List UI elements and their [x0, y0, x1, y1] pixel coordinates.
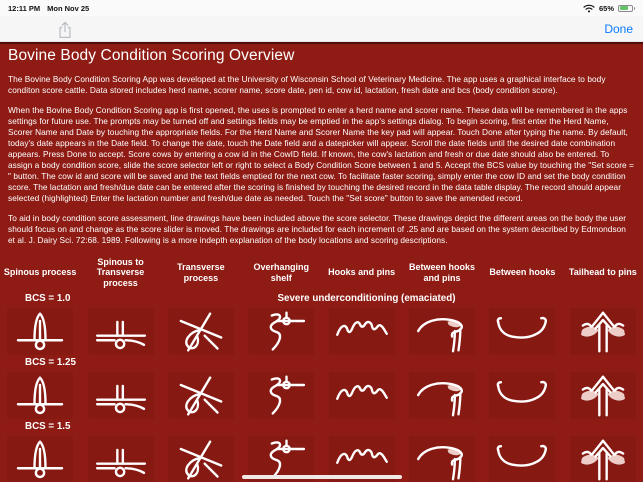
hooks-and-pins-icon	[329, 372, 395, 419]
intro-paragraph: The Bovine Body Condition Scoring App was developed at the University of Wisconsin School of Veterinary Medicine. The app uses a graphical interface to body conditon score cattle. Data stored includes herd name, scorer name, score date, pen id, cow id, lactation, fresh date and bcs (body condition score).	[8, 74, 606, 95]
tailhead-to-pins-icon	[570, 308, 636, 355]
hooks-and-pins-icon	[329, 308, 395, 355]
between-hooks-and-pins-icon	[409, 372, 475, 419]
drawings-paragraph: To aid in body condition score assessment, line drawings have been included above the score selector. These drawings depict the different areas on the body the user should focus on and change as the score slider is moved. The drawings are included for each increment of .25 and are based on the system described by Edmondson et al. J. Dairy Sci. 72:68. 1989. Following is a more indepth explanation of the body locations and scoring descriptions.	[8, 213, 627, 245]
between-hooks-icon	[489, 436, 555, 482]
transverse-process-icon	[168, 308, 234, 355]
severity-note: Severe underconditioning (emaciated)	[277, 293, 456, 304]
wifi-icon	[583, 4, 595, 13]
overview-page	[0, 42, 643, 482]
tailhead-to-pins-icon	[570, 372, 636, 419]
home-indicator[interactable]	[242, 475, 402, 480]
column-header: Spinous to Transverse process	[96, 256, 145, 288]
overhanging-shelf-icon	[248, 372, 314, 419]
toolbar	[0, 16, 643, 42]
clock-date: Mon Nov 25	[47, 3, 90, 13]
bcs-row-label: BCS = 1.25	[25, 357, 76, 368]
battery-icon	[618, 5, 635, 12]
column-header: Between hooks and pins	[409, 262, 476, 283]
page-title: Bovine Body Condition Scoring Overview	[8, 47, 295, 64]
spinous-process-icon	[7, 372, 73, 419]
done-button[interactable]: Done	[604, 22, 633, 36]
spinous-to-transverse-icon	[88, 372, 154, 419]
between-hooks-icon	[489, 308, 555, 355]
between-hooks-and-pins-icon	[409, 436, 475, 482]
battery-percent: 65%	[598, 3, 614, 13]
bcs-row-label: BCS = 1.5	[25, 421, 71, 432]
tailhead-to-pins-icon	[570, 436, 636, 482]
scoring-grid	[0, 254, 643, 482]
between-hooks-icon	[489, 372, 555, 419]
status-bar	[0, 0, 643, 16]
spinous-process-icon	[7, 436, 73, 482]
usage-paragraph: When the Bovine Body Condition Scoring app is first opened, the uses is prompted to enter a herd name and scorer name. These data will be remembered in the apps settings for future use. The prompts may be turned off and settings fields may be emptied in the app's settings dialog. To begin scoring, first enter the Herd Name, Scorer Name and Date by touching the appropriate fields. For the Herd Name and Scorer Name the key pad will appear. Touch Done after typing the name. By default, today's date appears in the Date field. To change the date, touch the Date field and a datepicker will appear. Scroll the date fields until the desired date combination appears. Press Done to accept. Score cows by entering a cow id in the CowID field. If known, the cow's lactation and fresh or due date should also be entered. To assign a body condition score, slide the score selector left or right to select a Body Condition Score between 1 and 5. Accept the BCS value by touching the "Set score = " button. The cow id and score will be saved and the text fields emptied for the next cow. To facilitate faster scoring, simply enter the cow ID and set the body condition score. The lactation and fresh/due date can be entered after the scoring is finished by touching the desired record in the data table display. The record should appear selected (highlighted) Enter the lactation number and fresh/due date as needed. Touch the "Set score" button to save the amended record.	[8, 105, 634, 203]
transverse-process-icon	[168, 372, 234, 419]
clock-time: 12:11 PM	[8, 3, 41, 13]
spinous-to-transverse-icon	[88, 308, 154, 355]
spinous-process-icon	[7, 308, 73, 355]
column-header: Transverse process	[177, 262, 225, 283]
between-hooks-and-pins-icon	[409, 308, 475, 355]
spinous-to-transverse-icon	[88, 436, 154, 482]
column-header: Hooks and pins	[328, 267, 396, 278]
column-header: Overhanging shelf	[253, 262, 310, 283]
column-header: Between hooks	[489, 267, 556, 278]
transverse-process-icon	[168, 436, 234, 482]
column-header: Tailhead to pins	[568, 267, 637, 278]
share-icon[interactable]	[56, 20, 74, 39]
bcs-row-label: BCS = 1.0	[25, 293, 71, 304]
overhanging-shelf-icon	[248, 308, 314, 355]
column-header: Spinous process	[3, 267, 77, 278]
